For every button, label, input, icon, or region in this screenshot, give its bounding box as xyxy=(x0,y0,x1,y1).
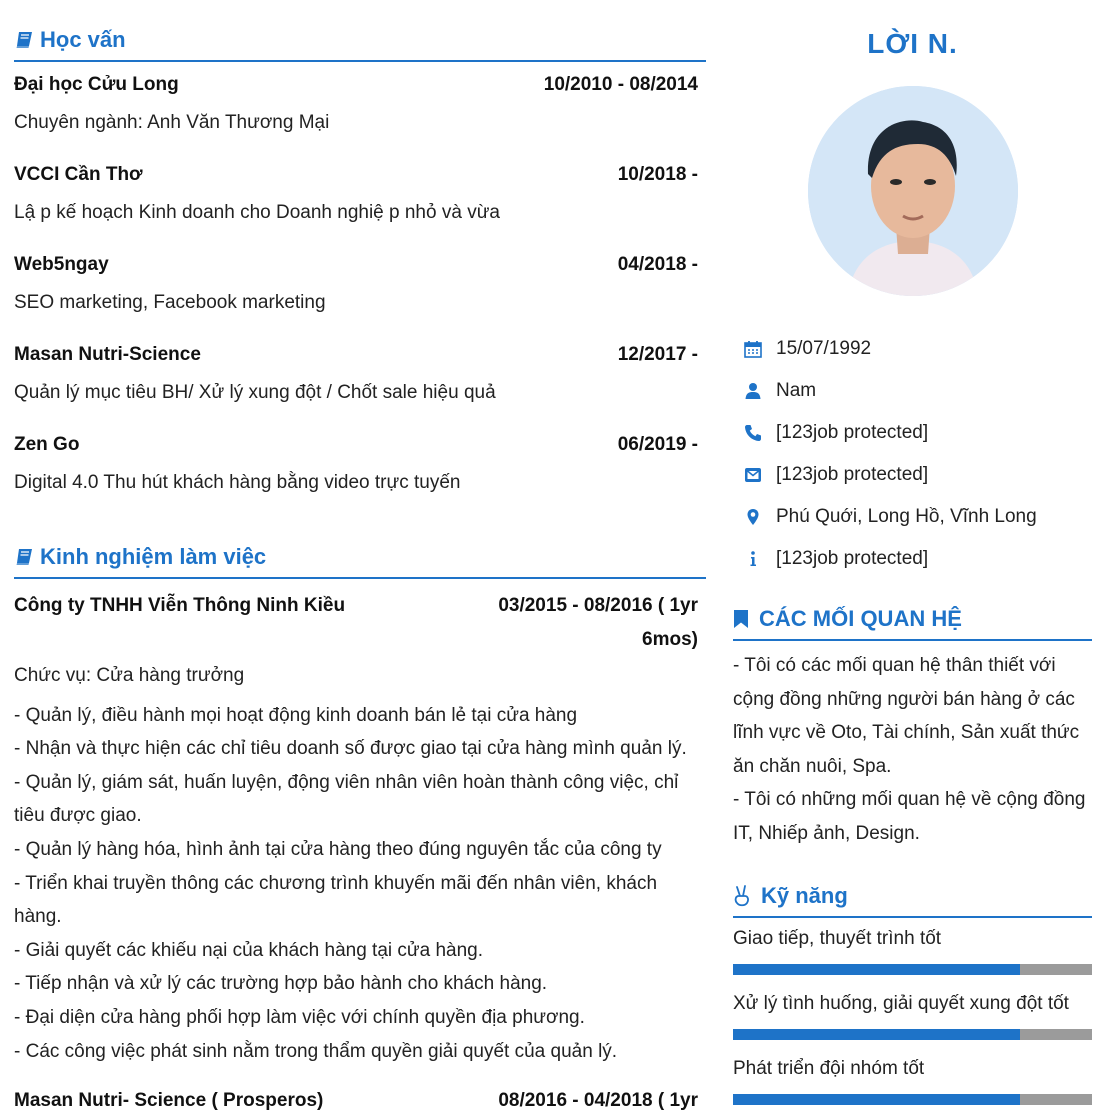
contact-birthdate xyxy=(733,328,1092,370)
relations-text xyxy=(733,649,1092,851)
education-date: 10/2010 - 08/2014 xyxy=(543,74,698,95)
relations-line: - Tôi có các mối quan hệ thân thiết với xyxy=(733,655,1056,676)
education-date: 10/2018 - xyxy=(617,164,698,185)
contact-text: Phú Quới, Long Hồ, Vĩnh Long xyxy=(776,506,1037,527)
contact-text: Nam xyxy=(776,380,817,401)
experience-title: Kinh nghiệm làm việc xyxy=(40,544,267,569)
skill-label: Phát triển đội nhóm tốt xyxy=(733,1057,925,1079)
education-item xyxy=(14,74,706,134)
school-name: VCCI Cần Thơ xyxy=(14,164,143,185)
skill-label: Giao tiếp, thuyết trình tốt xyxy=(733,927,942,949)
duty-line: - Đại diện cửa hàng phối hợp làm việc với chính quyền địa phương. xyxy=(14,1006,585,1028)
contact-list xyxy=(733,328,1092,580)
duty-list xyxy=(14,699,706,1069)
education-desc: Chuyên ngành: Anh Văn Thương Mại xyxy=(14,112,330,133)
book-icon xyxy=(14,30,34,50)
education-date: 06/2019 - xyxy=(617,434,698,455)
skill-label: Xử lý tình huống, giải quyết xung đột tốt xyxy=(733,992,1069,1014)
education-item xyxy=(14,434,706,494)
skill-bar xyxy=(733,1029,1092,1040)
info-icon xyxy=(742,548,764,570)
contact-text: [123job protected] xyxy=(776,464,929,485)
contact-text: 15/07/1992 xyxy=(776,338,872,359)
duty-line: - Quản lý hàng hóa, hình ảnh tại cửa hàng theo đúng nguyên tắc của công ty xyxy=(14,838,662,860)
education-item xyxy=(14,344,706,404)
skill-bar xyxy=(733,964,1092,975)
education-header xyxy=(14,27,706,62)
skill-bar-fill xyxy=(733,1029,1020,1040)
contact-text: [123job protected] xyxy=(776,422,929,443)
experience-item-next xyxy=(14,1090,706,1112)
duty-line: hàng. xyxy=(14,906,62,928)
skill-item xyxy=(733,993,1092,1040)
skill-bar-fill xyxy=(733,1094,1020,1105)
education-date: 04/2018 - xyxy=(617,254,698,275)
map-marker-icon xyxy=(742,506,764,528)
bookmark-icon xyxy=(733,609,749,629)
education-date: 12/2017 - xyxy=(617,344,698,365)
position: Chức vụ: Cửa hàng trưởng xyxy=(14,665,245,686)
duty-line: - Quản lý, giám sát, huấn luyện, động viên nhân viên hoàn thành công việc, chỉ xyxy=(14,771,679,793)
duty-line: - Quản lý, điều hành mọi hoạt động kinh doanh bán lẻ tại cửa hàng xyxy=(14,704,578,726)
education-item xyxy=(14,164,706,224)
book-icon xyxy=(14,547,34,567)
skill-item xyxy=(733,928,1092,975)
education-desc: Quản lý mục tiêu BH/ Xử lý xung đột / Chốt sale hiệu quả xyxy=(14,382,496,403)
relations-line: IT, Nhiếp ảnh, Design. xyxy=(733,822,920,844)
education-title: Học vấn xyxy=(40,27,126,52)
experience-header xyxy=(14,544,706,579)
contact-info xyxy=(733,538,1092,580)
envelope-icon xyxy=(742,464,764,486)
right-column xyxy=(733,0,1092,1105)
avatar xyxy=(808,86,1018,296)
contact-phone xyxy=(733,412,1092,454)
education-list xyxy=(14,74,706,494)
company-name: Masan Nutri- Science ( Prosperos) xyxy=(14,1090,324,1112)
skills-header xyxy=(733,883,1092,918)
experience-date-line1: 03/2015 - 08/2016 ( 1yr xyxy=(498,595,698,616)
skill-item xyxy=(733,1058,1092,1105)
duty-line: - Tiếp nhận và xử lý các trường hợp bảo hành cho khách hàng. xyxy=(14,973,548,995)
experience-date: 08/2016 - 04/2018 ( 1yr xyxy=(498,1090,698,1112)
school-name: Web5ngay xyxy=(14,254,109,275)
relations-header xyxy=(733,606,1092,641)
education-desc: SEO marketing, Facebook marketing xyxy=(14,292,326,313)
skills-title: Kỹ năng xyxy=(761,882,848,908)
phone-icon xyxy=(742,422,764,444)
skill-list xyxy=(733,928,1092,1105)
duty-line: - Các công việc phát sinh nằm trong thẩm quyền giải quyết của quản lý. xyxy=(14,1040,618,1062)
duty-line: - Triển khai truyền thông các chương trình khuyến mãi đến nhân viên, khách xyxy=(14,872,658,894)
relations-line: ăn chăn nuôi, Spa. xyxy=(733,755,892,777)
school-name: Zen Go xyxy=(14,434,80,455)
duty-line: - Nhận và thực hiện các chỉ tiêu doanh số được giao tại cửa hàng mình quản lý. xyxy=(14,738,687,760)
left-column xyxy=(14,0,706,1112)
school-name: Masan Nutri-Science xyxy=(14,344,201,365)
experience-item xyxy=(14,589,706,1068)
duty-line: tiêu được giao. xyxy=(14,805,142,827)
education-desc: Lậ p kế hoạch Kinh doanh cho Doanh nghiệ p nhỏ và vừa xyxy=(14,202,500,223)
experience-date-line2: 6mos) xyxy=(642,629,698,650)
duty-line: - Giải quyết các khiếu nại của khách hàng tại cửa hàng. xyxy=(14,939,484,961)
experience-date xyxy=(498,589,698,657)
skill-bar-fill xyxy=(733,964,1020,975)
relations-line: cộng đồng những người bán hàng ở các xyxy=(733,688,1075,710)
person-icon xyxy=(742,380,764,402)
skill-bar xyxy=(733,1094,1092,1105)
contact-gender xyxy=(733,370,1092,412)
relations-line: lĩnh vực về Oto, Tài chính, Sản xuất thức xyxy=(733,722,1080,744)
relations-line: - Tôi có những mối quan hệ về cộng đồng xyxy=(733,789,1086,811)
education-desc: Digital 4.0 Thu hút khách hàng bằng video trực tuyến xyxy=(14,472,461,493)
calendar-icon xyxy=(742,338,764,360)
education-item xyxy=(14,254,706,314)
victory-hand-icon xyxy=(733,885,751,907)
company-name: Công ty TNHH Viễn Thông Ninh Kiều xyxy=(14,595,346,616)
relations-title: CÁC MỐI QUAN HỆ xyxy=(759,606,962,631)
candidate-name: LỜI N. xyxy=(867,28,958,59)
school-name: Đại học Cửu Long xyxy=(14,74,179,95)
contact-text: [123job protected] xyxy=(776,548,929,569)
contact-email xyxy=(733,454,1092,496)
contact-address xyxy=(733,496,1092,538)
